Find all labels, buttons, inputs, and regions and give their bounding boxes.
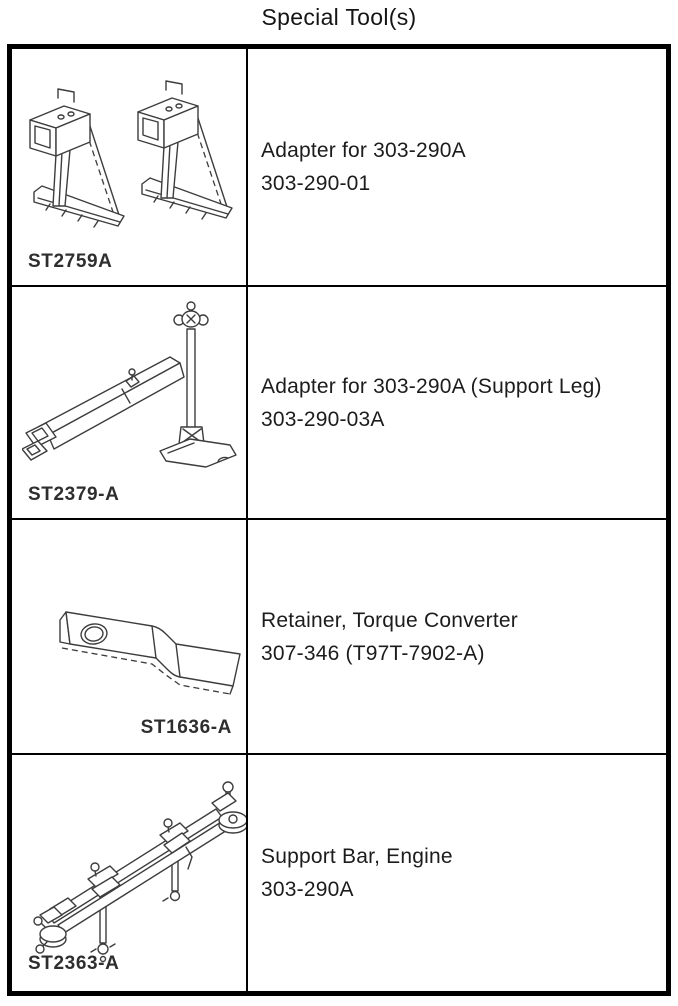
tool-number: 307-346 (T97T-7902-A) xyxy=(261,641,485,665)
tool-name: Adapter for 303-290A (Support Leg) xyxy=(261,374,602,398)
table-row xyxy=(12,287,666,520)
tool-image-cell xyxy=(12,755,248,991)
tool-number: 303-290-03A xyxy=(261,407,385,431)
tool-number: 303-290A xyxy=(261,878,354,901)
tool-description-cell xyxy=(248,755,666,991)
tool-image-label: ST2379-A xyxy=(28,484,120,505)
page-title: Special Tool(s) xyxy=(261,4,417,30)
tool-name: Retainer, Torque Converter xyxy=(261,608,518,632)
special-tools-table xyxy=(7,44,671,996)
table-row xyxy=(12,755,666,991)
adapter-brackets-illustration xyxy=(24,71,236,243)
tool-name: Adapter for 303-290A xyxy=(261,139,466,162)
table-row xyxy=(12,49,666,287)
tool-description-cell xyxy=(248,49,666,285)
support-bar-illustration xyxy=(22,763,247,973)
tool-name: Support Bar, Engine xyxy=(261,845,453,868)
retainer-plate-illustration xyxy=(30,556,245,716)
tool-image-label: ST2363-A xyxy=(28,953,120,974)
tool-image-cell xyxy=(12,520,248,753)
tool-number: 303-290-01 xyxy=(261,172,371,195)
tool-description-cell xyxy=(248,520,666,753)
table-row xyxy=(12,520,666,755)
tool-image-label: ST2759A xyxy=(28,251,113,272)
tool-image-cell xyxy=(12,49,248,285)
tool-image-cell xyxy=(12,287,248,518)
support-leg-illustration xyxy=(22,293,247,493)
tool-description-cell xyxy=(248,287,666,518)
tool-image-label: ST1636-A xyxy=(140,717,232,738)
